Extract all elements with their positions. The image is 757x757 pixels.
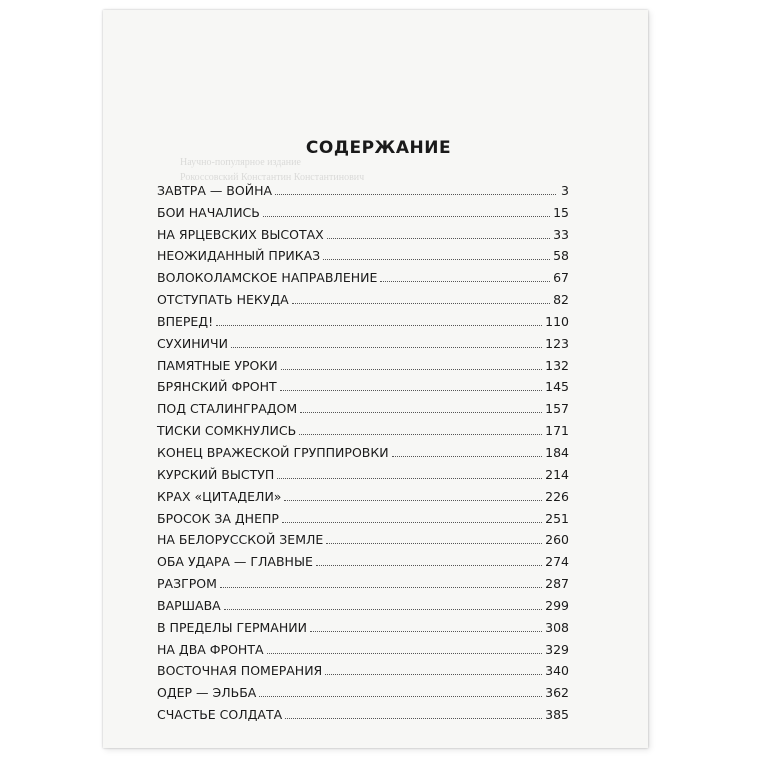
toc-entry-page-number: 157 <box>545 401 569 417</box>
toc-entry-page-number: 287 <box>545 576 569 592</box>
toc-entry <box>157 438 569 460</box>
toc-entry <box>157 373 569 395</box>
toc-entry-title: ВПЕРЕД! <box>157 313 214 329</box>
toc-entry-page-number: 33 <box>553 226 569 242</box>
toc-entry-page-number: 385 <box>545 707 569 723</box>
dot-leader <box>292 303 550 304</box>
dot-leader <box>277 478 542 479</box>
toc-entry-page-number: 260 <box>545 532 569 548</box>
toc-entry-page-number: 226 <box>545 488 569 504</box>
dot-leader <box>316 565 542 566</box>
dot-leader <box>282 522 542 523</box>
toc-entry <box>157 242 569 264</box>
toc-entry-title: БРЯНСКИЙ ФРОНТ <box>157 379 277 395</box>
toc-entry <box>157 460 569 482</box>
toc-entry-page-number: 171 <box>545 423 569 439</box>
toc-entry <box>157 504 569 526</box>
dot-leader <box>275 194 556 195</box>
dot-leader <box>220 587 542 588</box>
table-of-contents <box>157 176 569 722</box>
toc-entry-title: ТИСКИ СОМКНУЛИСЬ <box>157 423 297 439</box>
toc-entry-title: КРАХ «ЦИТАДЕЛИ» <box>157 488 282 504</box>
toc-entry-page-number: 329 <box>545 641 569 657</box>
toc-entry-title: НА БЕЛОРУССКОЙ ЗЕМЛЕ <box>157 532 324 548</box>
toc-entry-title: ОБА УДАРА — ГЛАВНЫЕ <box>157 554 313 570</box>
toc-entry-page-number: 340 <box>545 663 569 679</box>
toc-entry-title: КУРСКИЙ ВЫСТУП <box>157 466 275 482</box>
toc-entry-page-number: 274 <box>545 554 569 570</box>
dot-leader <box>259 696 542 697</box>
dot-leader <box>280 390 542 391</box>
toc-entry-page-number: 184 <box>545 444 569 460</box>
dot-leader <box>323 259 550 260</box>
toc-entry <box>157 307 569 329</box>
toc-entry-title: СЧАСТЬЕ СОЛДАТА <box>157 707 283 723</box>
toc-entry-title: ОДЕР — ЭЛЬБА <box>157 685 257 701</box>
toc-entry <box>157 635 569 657</box>
dot-leader <box>281 369 543 370</box>
dot-leader <box>310 631 542 632</box>
toc-entry <box>157 329 569 351</box>
toc-entry <box>157 657 569 679</box>
toc-entry-title: СУХИНИЧИ <box>157 335 228 351</box>
dot-leader <box>224 609 542 610</box>
toc-entry-title: ЗАВТРА — ВОЙНА <box>157 182 273 198</box>
toc-entry-title: РАЗГРОМ <box>157 576 217 592</box>
dot-leader <box>267 653 543 654</box>
toc-entry-title: ПАМЯТНЫЕ УРОКИ <box>157 357 278 373</box>
contents-heading: СОДЕРЖАНИЕ <box>305 138 452 158</box>
toc-entry <box>157 526 569 548</box>
toc-entry-page-number: 308 <box>545 619 569 635</box>
toc-entry <box>157 351 569 373</box>
toc-entry-title: ВОСТОЧНАЯ ПОМЕРАНИЯ <box>157 663 323 679</box>
toc-entry <box>157 591 569 613</box>
dot-leader <box>392 456 543 457</box>
toc-entry <box>157 176 569 198</box>
toc-entry <box>157 678 569 700</box>
dot-leader <box>284 500 542 501</box>
toc-entry <box>157 263 569 285</box>
dot-leader <box>327 238 550 239</box>
toc-entry-page-number: 214 <box>545 466 569 482</box>
toc-entry-title: ПОД СТАЛИНГРАДОМ <box>157 401 298 417</box>
toc-entry-title: БОИ НАЧАЛИСЬ <box>157 204 260 220</box>
toc-entry <box>157 285 569 307</box>
toc-entry-page-number: 145 <box>545 379 569 395</box>
dot-leader <box>285 718 542 719</box>
toc-entry-title: КОНЕЦ ВРАЖЕСКОЙ ГРУППИРОВКИ <box>157 444 389 460</box>
toc-entry-page-number: 123 <box>545 335 569 351</box>
dot-leader <box>216 325 542 326</box>
toc-entry-title: НА ДВА ФРОНТА <box>157 641 264 657</box>
toc-entry-page-number: 362 <box>545 685 569 701</box>
toc-entry-page-number: 132 <box>545 357 569 373</box>
toc-entry <box>157 613 569 635</box>
toc-entry-page-number: 251 <box>545 510 569 526</box>
toc-entry-page-number: 82 <box>553 292 569 308</box>
toc-entry <box>157 700 569 722</box>
toc-entry-title: В ПРЕДЕЛЫ ГЕРМАНИИ <box>157 619 307 635</box>
dot-leader <box>326 543 542 544</box>
toc-entry-title: ОТСТУПАТЬ НЕКУДА <box>157 292 289 308</box>
dot-leader <box>263 216 550 217</box>
toc-entry-title: БРОСОК ЗА ДНЕПР <box>157 510 279 526</box>
toc-entry-page-number: 3 <box>561 182 569 198</box>
toc-entry-page-number: 110 <box>545 313 569 329</box>
toc-entry <box>157 394 569 416</box>
toc-entry <box>157 416 569 438</box>
toc-entry-title: ВОЛОКОЛАМСКОЕ НАПРАВЛЕНИЕ <box>157 270 378 286</box>
toc-entry <box>157 569 569 591</box>
dot-leader <box>299 434 542 435</box>
toc-entry-page-number: 15 <box>553 204 569 220</box>
toc-entry <box>157 482 569 504</box>
dot-leader <box>231 347 542 348</box>
dot-leader <box>380 281 550 282</box>
toc-entry-page-number: 58 <box>553 248 569 264</box>
toc-entry-page-number: 67 <box>553 270 569 286</box>
toc-entry-title: ВАРШАВА <box>157 597 221 613</box>
toc-entry-title: НЕОЖИДАННЫЙ ПРИКАЗ <box>157 248 321 264</box>
toc-entry <box>157 220 569 242</box>
dot-leader <box>300 412 542 413</box>
toc-entry-page-number: 299 <box>545 597 569 613</box>
toc-entry <box>157 547 569 569</box>
toc-entry <box>157 198 569 220</box>
toc-entry-title: НА ЯРЦЕВСКИХ ВЫСОТАХ <box>157 226 324 242</box>
dot-leader <box>325 674 542 675</box>
